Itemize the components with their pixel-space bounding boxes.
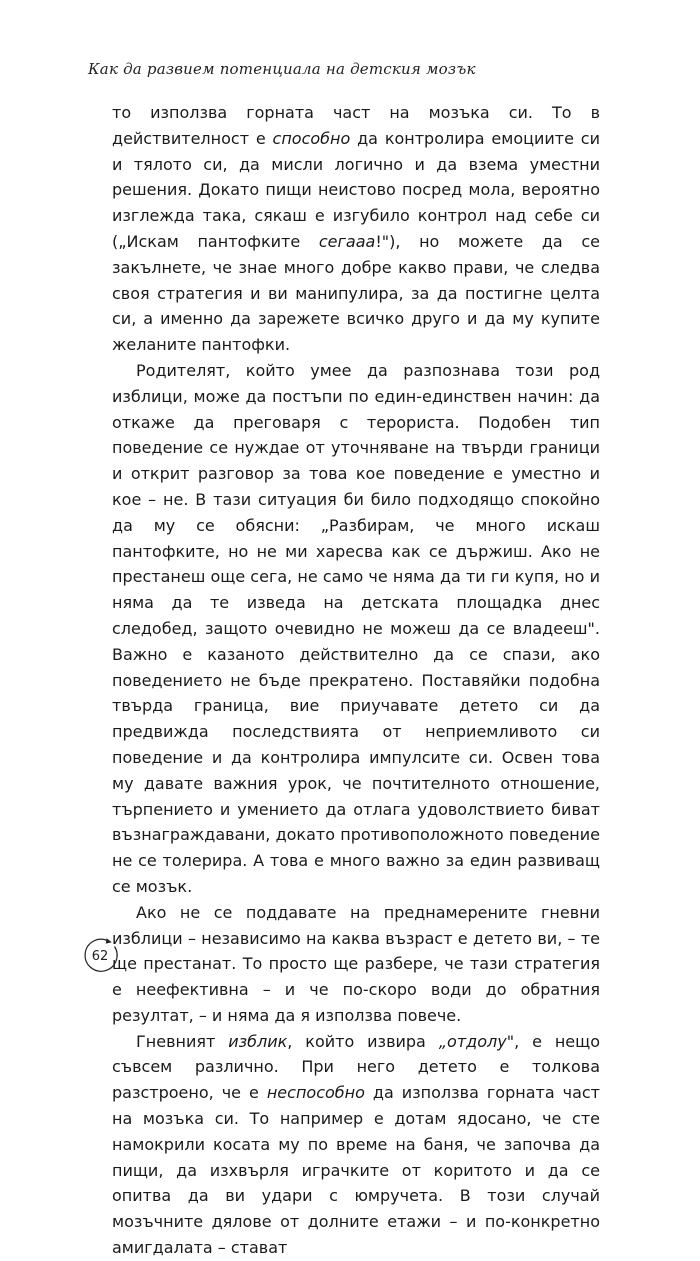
emphasis: сегааа [318, 231, 376, 251]
paragraph-4 [112, 1029, 600, 1261]
running-head: Как да развием потенциала на детския мозък [88, 60, 476, 78]
text-run: , е нещо съвсем различно. При него детето е толкова разстроено, че е [112, 1031, 600, 1103]
text-run: да използва горната част на мозъка си. То например е дотам ядосано, че сте намокрили косата му по време на баня, че започва да пищи, да изхвърля играчките от коритото и да се опитва да ви удари с юмручета. В този случай мозъчните дялове от долните етажи – и по-конкретно амигдалата – стават [112, 1083, 601, 1258]
text-run: то използва горната част на мозъка си. То в действителност е [112, 103, 600, 148]
emphasis: „отдолу" [438, 1031, 515, 1051]
text-run: !"), но можете да се закълнете, че знае много добре какво прави, че следва своя стратегия и ви манипулира, за да постигне целта си, а именно да зарежете всичко друго и да му купите желаните пантофки. [112, 231, 601, 355]
emphasis: способно [272, 128, 351, 148]
emphasis: неспособно [266, 1083, 365, 1103]
body-text [112, 100, 600, 1261]
paragraph-3: Ако не се поддавате на преднамерените гневни изблици – независимо на каква възраст е детето ви, – те ще престанат. То просто ще разбере, че тази стратегия е неефективна – и че по-скоро води до обратния резултат, – и няма да я използва повече. [112, 902, 600, 1025]
text-run: да контролира емоциите си и тялото си, да мисли логично и да взема уместни решения. Докато пищи неистово посред мола, вероятно изглежда така, сякаш е изгубило контрол над себе си („Искам пантофките [112, 128, 600, 251]
page-number: 62 [91, 949, 109, 964]
emphasis: изблик [228, 1031, 288, 1051]
paragraph-1 [112, 100, 600, 358]
page-number-badge [83, 940, 117, 974]
text-run: Гневният [136, 1031, 229, 1051]
text-run: , който извира [287, 1031, 439, 1051]
paragraph-2: Родителят, който умее да разпознава този род изблици, може да постъпи по един-единствен начин: да откаже да преговаря с терориста. Подобен тип поведение се нуждае от уточняване на твърди граници и открит разговор за това кое поведение е уместно и кое – не. В тази ситуация би било подходящо спокойно да му се обясни: „Разбирам, че много искаш пантофките, но не ми харесва как се държиш. Ако не престанеш още сега, не само че няма да ти ги купя, но и няма да те изведа на детската площадка днес следобед, защото очевидно не можеш да се владееш". Важно е казаното действително да се спази, ако поведението не бъде прекратено. Поставяйки подобна твърда граница, вие приучавате детето си да предвижда последствията от неприемливото си поведение и да контролира импулсите си. Освен това му давате важния урок, че почтителното отношение, търпението и умението да отлага удоволствието биват възнаграждавани, докато противоположното поведение не се толерира. А това е много важно за един развиващ се мозък. [112, 360, 600, 896]
